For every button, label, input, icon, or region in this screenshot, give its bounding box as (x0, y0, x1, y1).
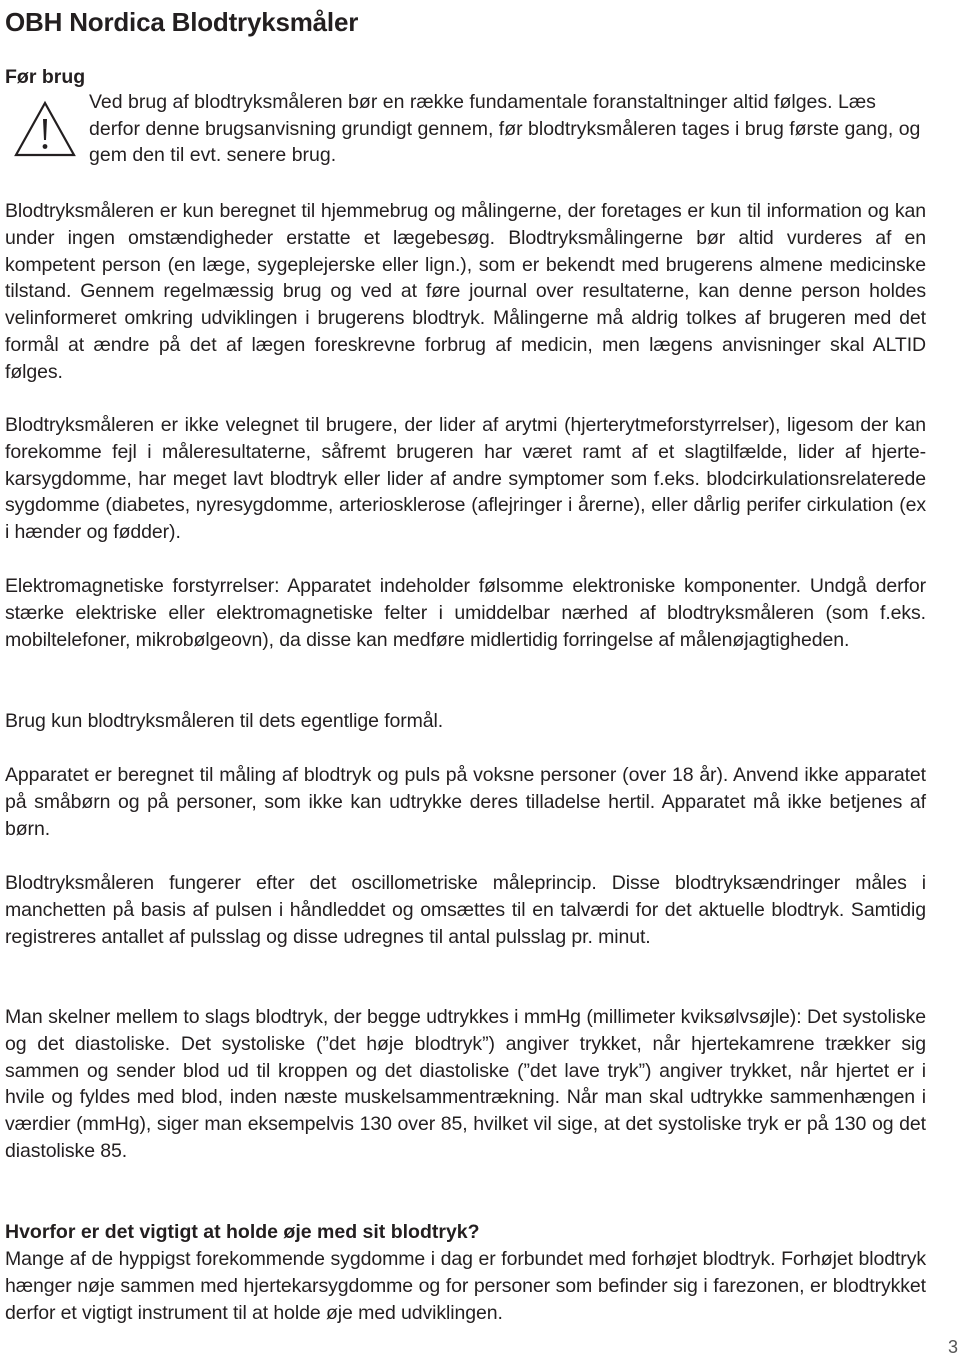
paragraph-electromagnetic: Elektromagnetiske forstyrrelser: Apparatet indeholder følsomme elektroniske komponenter. Undgå derfor stærke elektriske eller elektromagnetiske felter i umiddelbar nærhed af blodtryksmåleren (som f.eks. mobiltelefoner, mikrobølgeovn), da disse kan medføre midlertidig forringelse af målenøjagtigheden. (5, 575, 926, 651)
warning-block (5, 89, 926, 169)
section-heading-before-use: Før brug (5, 66, 86, 88)
warning-triangle-icon (13, 100, 77, 158)
document-title: OBH Nordica Blodtryksmåler (5, 7, 359, 37)
paragraph-systolic-diastolic: Man skelner mellem to slags blodtryk, der begge udtrykkes i mmHg (millimeter kviksølvsøjle): Det systoliske og det diastoliske. Det systoliske (”det høje blodtryk”) angiver trykket, når hjertekamrene trækker sig sammen og sender blod ud til kroppen og det diastoliske (”det lave tryk”) angiver trykket, når hjertet er i hvile og fyldes med blod, inden næste muskelsammentrækning. Når man skal udtrykke sammenhængen i værdier (mmHg), siger man eksempelvis 130 over 85, hvilket vil sige, at det systoliske tryk er på 130 og det diastoliske 85. (5, 1006, 926, 1162)
paragraph-intended-use: Brug kun blodtryksmåleren til dets egentlige formål. (5, 710, 444, 732)
page-number: 3 (947, 1337, 958, 1357)
paragraph-home-use: Blodtryksmåleren er kun beregnet til hjemmebrug og målingerne, der foretages er kun til information og kan under ingen omstændigheder erstatte et lægebesøg. Blodtryksmålingerne bør altid vurderes af en kompetent person (en læge, sygeplejerske eller lign.), som er bekendt med brugerens almene medicinske tilstand. Gennem regelmæssig brug og ved at føre journal over resultaterne, kan denne person holdes velinformeret omkring udviklingen i brugerens blodtryk. Målingerne må aldrig tolkes af brugeren med det formål at ændre på det af lægen foreskrevne forbrug af medicin, men lægens anvisninger skal ALTID følges. (5, 200, 926, 383)
paragraph-why: Mange af de hyppigst forekommende sygdomme i dag er forbundet med forhøjet blodtryk. Forhøjet blodtryk hænger nøje sammen med hjertekarsygdomme og for personer som befinder sig i farezonen, er blodtrykket derfor et vigtigt instrument til at holde øje med udviklingen. (5, 1248, 926, 1324)
paragraph-arrhythmia: Blodtryksmåleren er ikke velegnet til brugere, der lider af arytmi (hjerterytmeforstyrrelser), ligesom der kan forekomme fejl i måleresultaterne, såfremt brugeren har været ramt af et slagtilfælde, lider af hjerte-karsygdomme, har meget lavt blodtryk eller lider af andre symptomer som f.eks. blodcirkulationsrelaterede sygdomme (diabetes, nyresygdomme, arteriosklerose (aflejringer i årerne), eller dårlig perifer cirkulation (ex i hænder og fødder). (5, 414, 926, 544)
paragraph-oscillometric: Blodtryksmåleren fungerer efter det oscillometriske måleprincip. Disse blodtryksændringer måles i manchetten på basis af pulsen i håndleddet og omsættes til en talværdi for det aktuelle blodtryk. Samtidig registreres antallet af pulsslag og disse udregnes til antal pulsslag pr. minut. (5, 872, 926, 948)
section-heading-why: Hvorfor er det vigtigt at holde øje med sit blodtryk? (5, 1221, 480, 1243)
warning-text: Ved brug af blodtryksmåleren bør en række fundamentale foranstaltninger altid følges. Læs derfor denne brugsanvisning grundigt gennem, før blodtryksmåleren tages i brug første gang, og gem den til evt. senere brug. (89, 91, 921, 166)
paragraph-adults-only: Apparatet er beregnet til måling af blodtryk og puls på voksne personer (over 18 år). Anvend ikke apparatet på småbørn og på personer, som ikke kan udtrykke deres tilladelse hertil. Apparatet må ikke betjenes af børn. (5, 764, 926, 840)
